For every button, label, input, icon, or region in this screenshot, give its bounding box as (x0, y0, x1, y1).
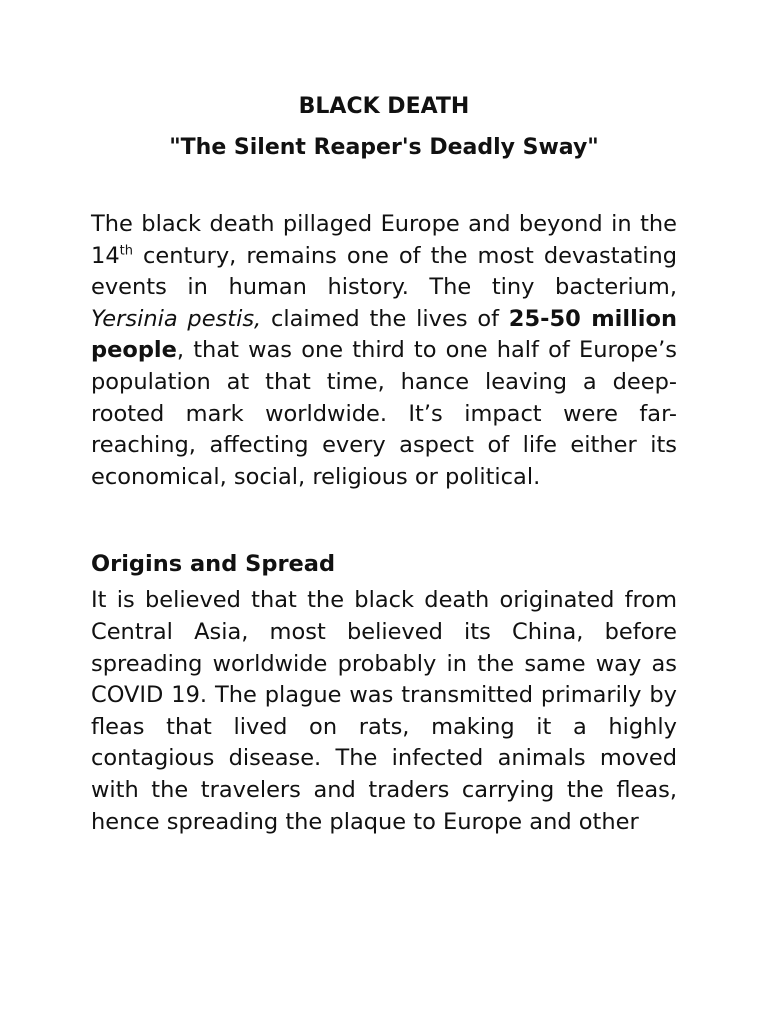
section-paragraph: It is believed that the black death originated from Central Asia, most believed its China, before spreading worldwide probably in the same way as COVID 19. The plague was transmitted primarily by fleas that lived on rats, making it a highly contagious disease. The infected animals moved with the travelers and traders carrying the fleas, hence spreading the plaque to Europe and other (91, 587, 677, 835)
intro-text-4: , that was one third to one half of Europe’s population at that time, hance leaving a deep-rooted mark worldwide. It’s impact were far-reaching, affecting every aspect of life either its economical, social, religious or political. (91, 337, 677, 490)
document-title: BLACK DEATH (298, 94, 470, 119)
document-page (91, 90, 677, 838)
intro-text-1: The black death pillaged Europe and beyond in the 14 (91, 211, 677, 269)
species-name: Yersinia pestis, (91, 305, 262, 332)
document-subtitle: "The Silent Reaper's Deadly Sway" (169, 135, 599, 160)
intro-text-2: century, remains one of the most devastating events in human history. The tiny bacterium, (91, 242, 677, 301)
intro-paragraph (91, 209, 677, 493)
ordinal-superscript: th (119, 243, 133, 259)
section-heading: Origins and Spread (91, 551, 336, 578)
death-toll: 25-50 million people (91, 305, 677, 364)
intro-text-3: claimed the lives of (261, 305, 509, 332)
